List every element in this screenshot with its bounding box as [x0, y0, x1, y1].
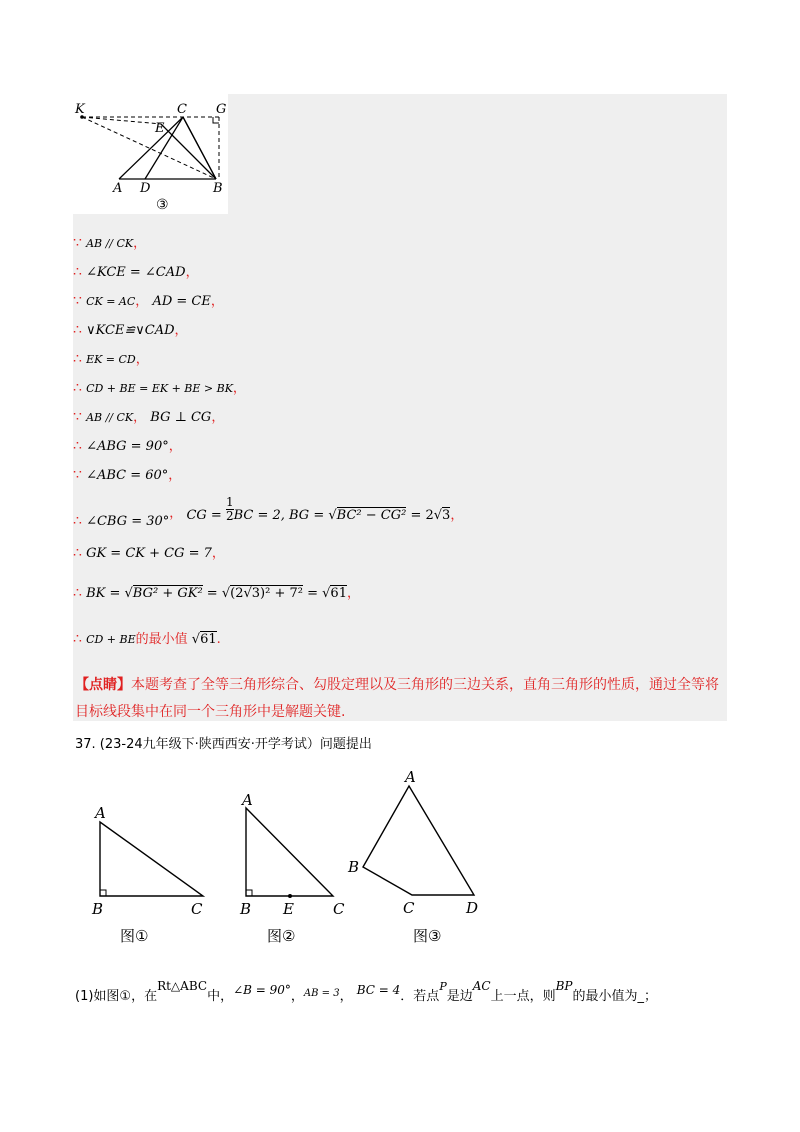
- figure-3-diagram: [73, 94, 228, 214]
- figure-number: ③: [156, 197, 169, 213]
- label-C: C: [177, 102, 187, 117]
- key-point-line-1: 【点睛】本题考查了全等三角形综合、勾股定理以及三角形的三边关系，直角三角形的性质，通过全等将: [75, 677, 719, 693]
- fig1-label-B: B: [92, 900, 104, 918]
- step-8: ∴ ∠ABG = 90°，: [73, 438, 182, 454]
- step-12: ∴ BK = √BG² + GK² = √(2√3)² + 7² = √61，: [73, 585, 360, 601]
- fig1-caption: 图①: [120, 927, 149, 945]
- fig3-caption: 图③: [413, 927, 442, 945]
- fig1-label-C: C: [191, 900, 203, 918]
- fig2-label-B: B: [240, 900, 252, 918]
- label-K: K: [75, 102, 85, 117]
- solution-figure: [73, 94, 228, 214]
- label-G: G: [216, 102, 227, 117]
- step-10: ∴ ∠CBG = 30°， CG = $\frac{1}{2}$ BC = 2, BG = √BC² − CG² = 2√3，: [73, 495, 464, 529]
- label-E: E: [155, 121, 165, 136]
- fig2-label-A: A: [242, 791, 253, 809]
- step-7: ∵ AB // CK， BG ⊥ CG，: [73, 409, 225, 425]
- step-5: ∴ EK = CD，: [73, 351, 149, 367]
- question-figures: [0, 760, 800, 950]
- fig3-label-C: C: [403, 899, 415, 917]
- step-1: ∵ AB // CK，: [73, 235, 147, 251]
- step-3: ∵ CK = AC， AD = CE，: [73, 293, 224, 309]
- question-header: 37. (23-24九年级下·陕西西安·开学考试）问题提出: [75, 737, 372, 752]
- fig2-caption: 图②: [267, 927, 296, 945]
- question-part-1: (1)如图①，在Rt△ABC中，∠B = 90°，$^{AB = 3}$， BC = 4．若点$^P$是边AC上一点，则BP的最小值为_；: [75, 979, 658, 1004]
- label-A: A: [113, 181, 123, 196]
- label-B: B: [213, 181, 223, 196]
- step-6: ∴ CD + BE = EK + BE > BK，: [73, 380, 246, 396]
- step-13: ∴ CD + BE的最小值 √61.: [73, 631, 221, 647]
- fig3-label-A: A: [405, 768, 416, 786]
- step-4: ∴ ∨KCE≌∨CAD，: [73, 322, 188, 338]
- fig3-label-D: D: [466, 899, 479, 917]
- step-9: ∵ ∠ABC = 60°，: [73, 467, 182, 483]
- fig2-label-E: E: [283, 900, 294, 918]
- key-point-line-2: 目标线段集中在同一个三角形中是解题关键.: [75, 704, 346, 720]
- label-D: D: [140, 181, 151, 196]
- fig2-label-C: C: [333, 900, 345, 918]
- step-2: ∴ ∠KCE = ∠CAD，: [73, 264, 199, 280]
- fig3-label-B: B: [348, 858, 360, 876]
- fig1-label-A: A: [95, 804, 106, 822]
- step-11: ∴ GK = CK + CG = 7，: [73, 545, 225, 561]
